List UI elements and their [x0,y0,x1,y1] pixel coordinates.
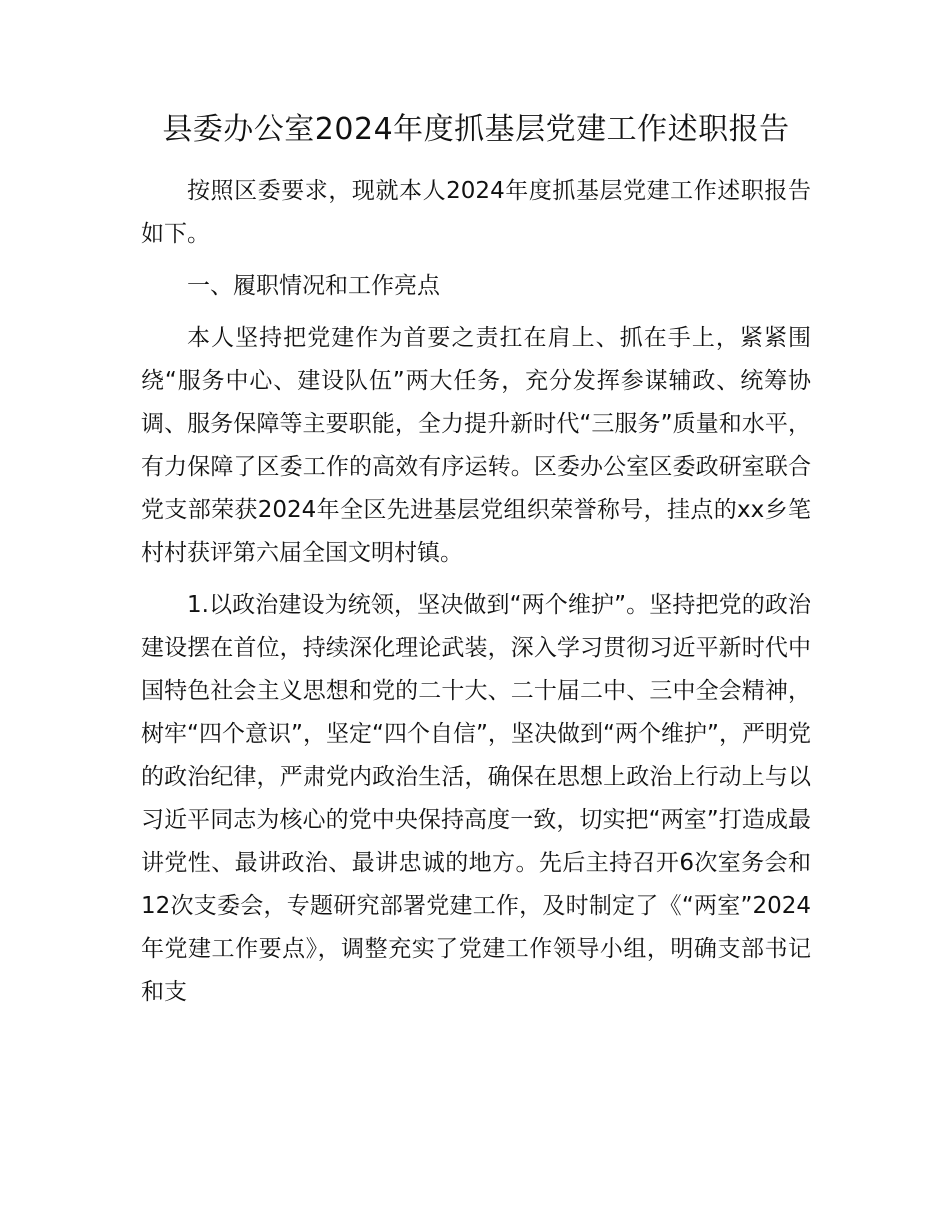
body-paragraph-2: 1.以政治建设为统领，坚决做到“两个维护”。坚持把党的政治建设摆在首位，持续深化理论武装，深入学习贯彻习近平新时代中国特色社会主义思想和党的二十大、二十届二中、三中全会精神，树牢“四个意识”，坚定“四个自信”，坚决做到“两个维护”，严明党的政治纪律，严肃党内政治生活，确保在思想上政治上行动上与以习近平同志为核心的党中央保持高度一致，切实把“两室”打造成最讲党性、最讲政治、最讲忠诚的地方。先后主持召开6次室务会和12次支委会，专题研究部署党建工作，及时制定了《“两室”2024年党建工作要点》，调整充实了党建工作领导小组，明确支部书记和支 [141,592,811,1005]
section-heading: 一、履职情况和工作亮点 [187,273,440,299]
intro-paragraph: 按照区委要求，现就本人2024年度抓基层党建工作述职报告如下。 [141,178,811,247]
body-paragraph-1: 本人坚持把党建作为首要之责扛在肩上、抓在手上，紧紧围绕“服务中心、建设队伍”两大任务，充分发挥参谋辅政、统筹协调、服务保障等主要职能，全力提升新时代“三服务”质量和水平，有力保障了区委工作的高效有序运转。区委办公室区委政研室联合党支部荣获2024年全区先进基层党组织荣誉称号，挂点的xx乡笔村村获评第六届全国文明村镇。 [141,325,811,566]
document-title: 县委办公室2024年度抓基层党建工作述职报告 [162,112,790,147]
document-page [141,108,811,1023]
